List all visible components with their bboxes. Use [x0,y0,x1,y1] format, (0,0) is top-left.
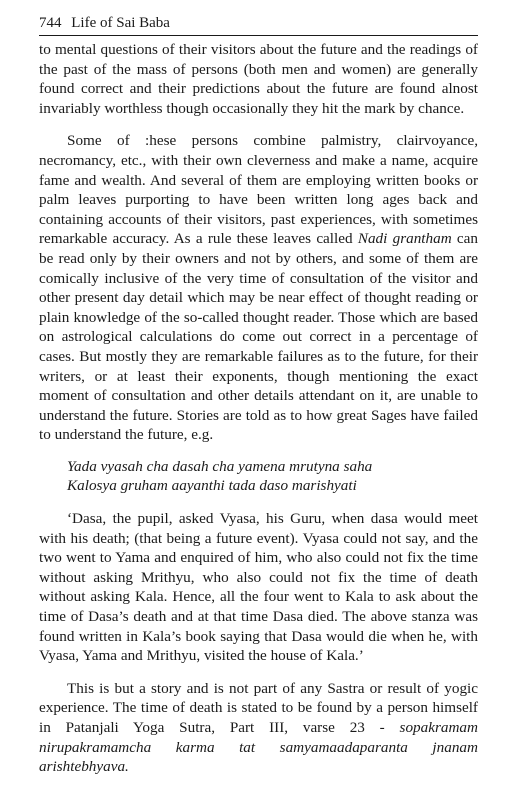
paragraph-3: ‘Dasa, the pupil, asked Vyasa, his Guru, when dasa would meet with his death; (that being a future event). Vyasa could not say, and the two went to Yama and enquired of him, who also could not fix the time without asking Mrithyu, who also could not fix the time of death without asking Kala. Hence, all the four went to Kala to ask about the time of Dasa’s death and at that time Dasa died. The above stanza was found written in Kala’s book saying that Dasa would die when he, with Vyasa, Yama and Mrithyu, visited the house of Kala.’ [39,510,478,665]
running-header [39,14,478,36]
verse-line-2: Kalosya gruham aayanthi tada daso marishyati [67,477,357,495]
yoga-sutra-quote: sopakramam nirupakramamcha karma tat samyamaadaparanta jnanam arishtebhyava. [39,719,478,776]
paragraph-2 [39,131,478,445]
paragraph-2-text-a: Some of :hese persons combine palmistry, clairvoyance, necromancy, etc., with their own cleverness and make a name, acquire fame and wealth. And several of them are employing written books or palm leaves purporting to have been written long ages back and containing accounts of their visitors, past experiences, with sometimes remarkable accuracy. As a rule these leaves called [39,132,478,248]
nadi-grantham-term: Nadi grantham [357,230,452,248]
paragraph-2-text-b: can be read only by their owners and not by others, and some of them are comically inclusive of the very time of consultation of the visitor and other present day detail which may be near effect of thought reading or plain knowledge of the so-called thought reader. Those which are based on astrological calculations do come out correct in a percentage of cases. But mostly they are remarkable failures as to the future, for their writers, or at least their exponents, though mentioning the exact moment of consultation and other details attendant on it, are unable to understand the future. Stories are told as to how great Sages have failed to understand the future, e.g. [39,230,479,444]
paragraph-4 [39,679,478,777]
page-number: 744 [39,15,62,31]
verse-line-1: Yada vyasah cha dasah cha yamena mrutyna saha [67,457,373,475]
paragraph-4-text: This is but a story and is not part of any Sastra or result of yogic experience. The time of death is stated to be found by a person himself in Patanjali Yoga Sutra, Part III, varse 23 - [39,679,478,736]
paragraph-1: to mental questions of their visitors about the future and the readings of the past of the mass of persons (both men and women) are generally found correct and their predictions about the future are found alnost invariably worthless though occasionally they hit the mark by chance. [39,41,478,117]
sanskrit-verse [67,457,478,496]
book-title: Life of Sai Baba [71,15,170,31]
